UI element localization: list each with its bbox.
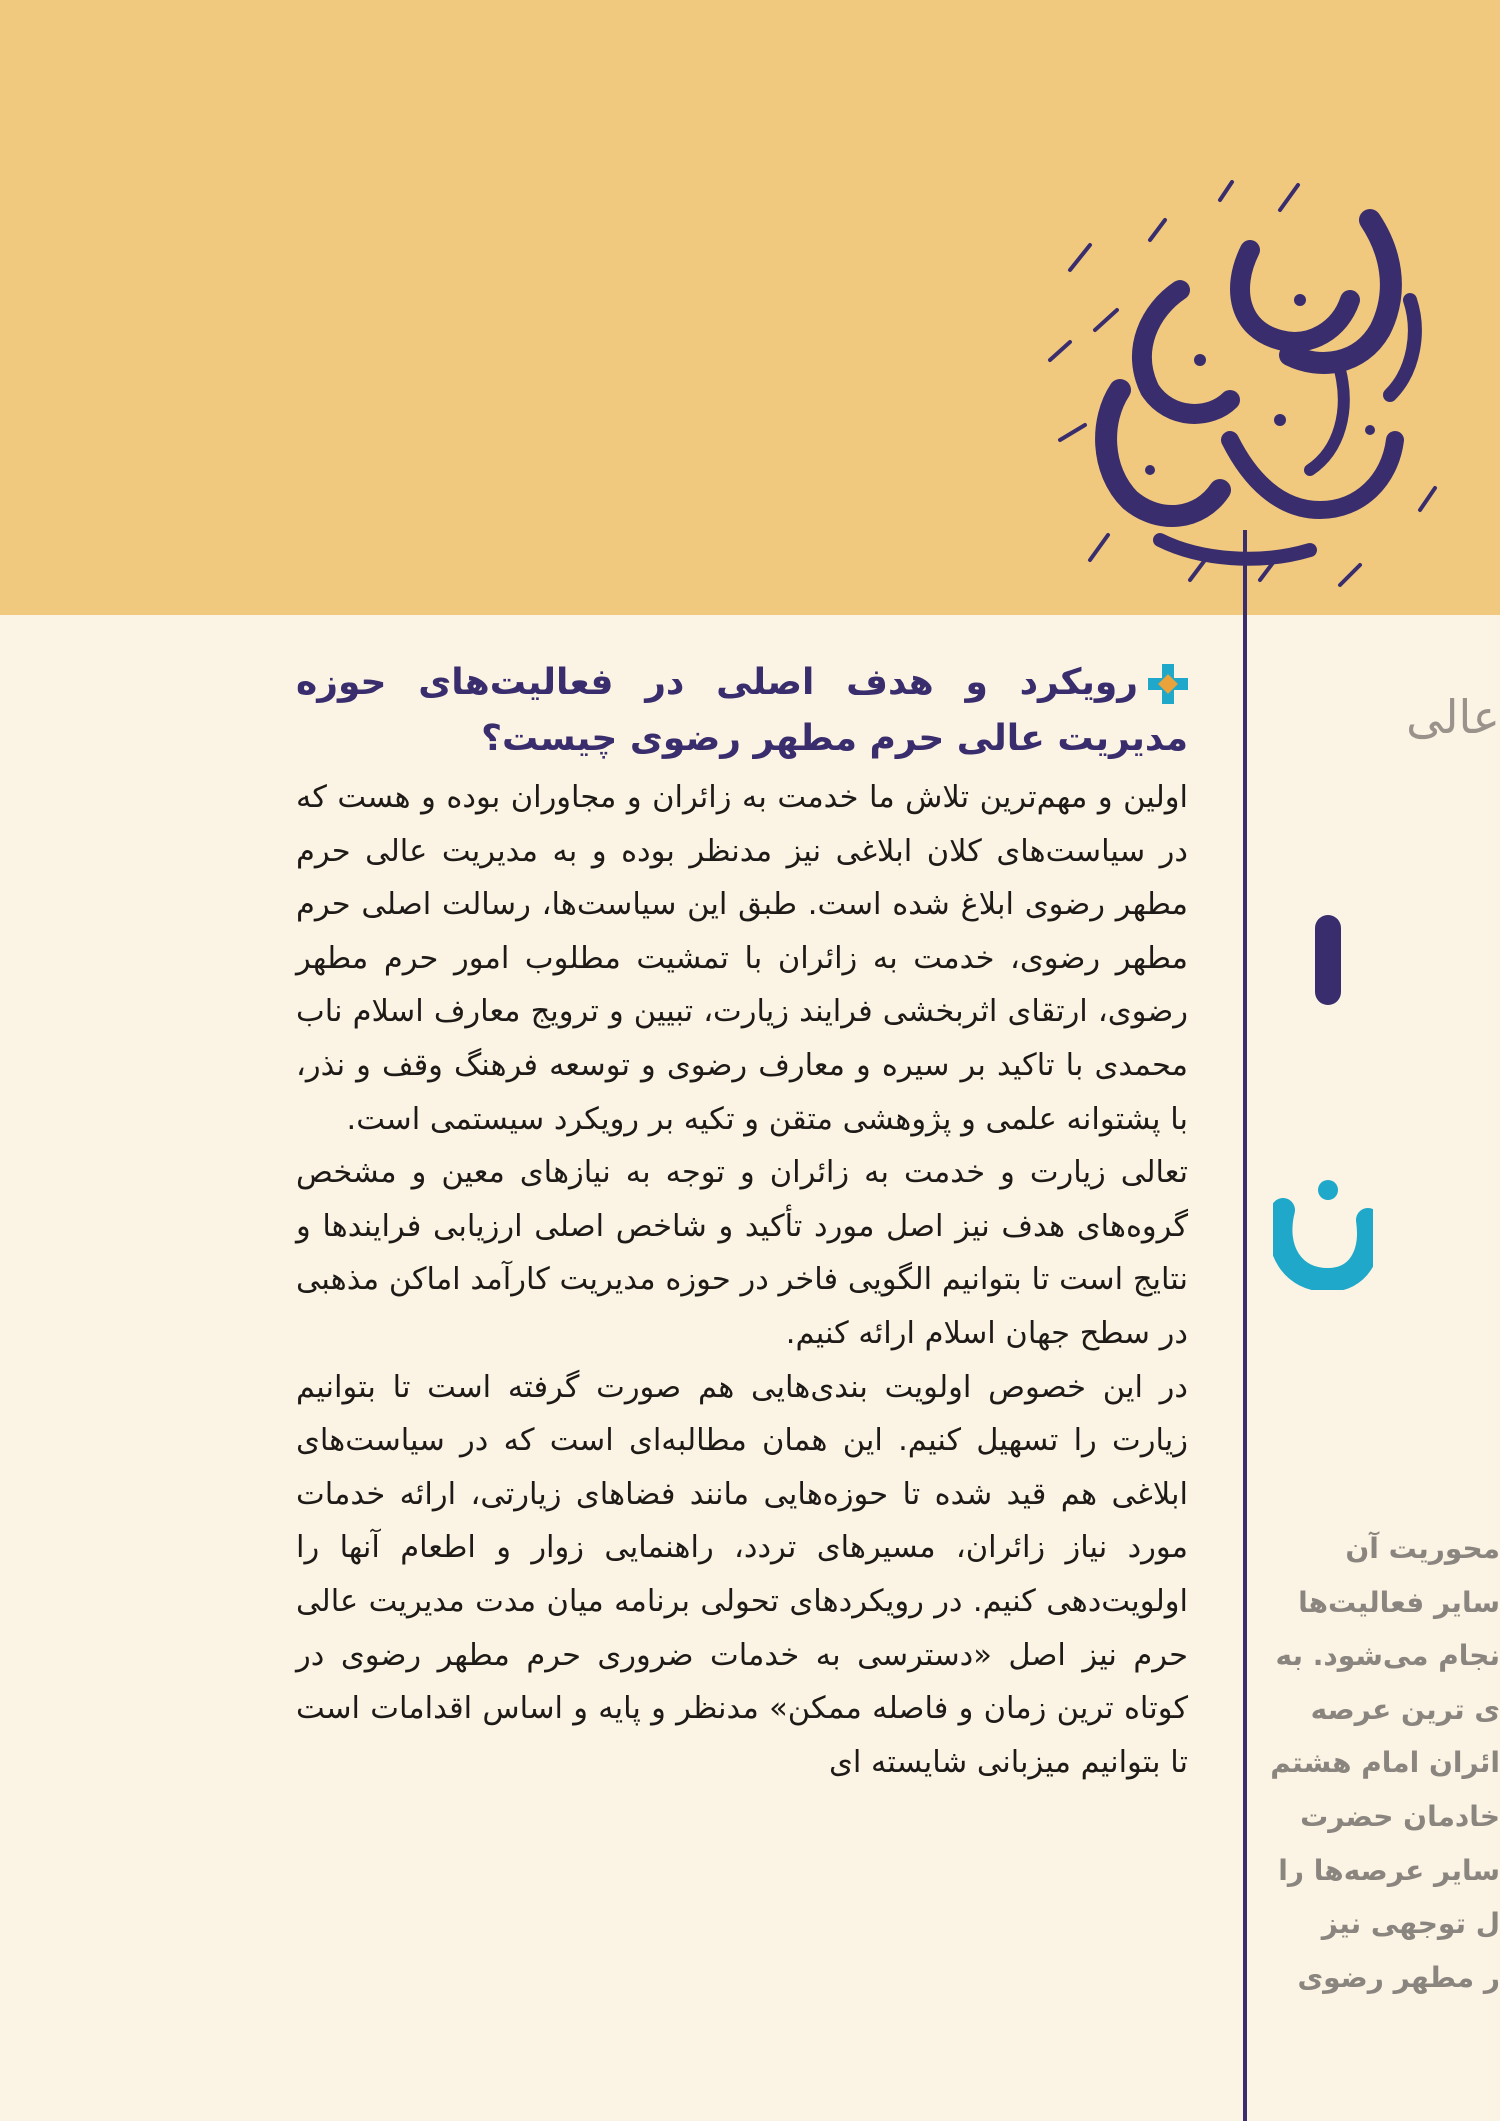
teal-letter-glyph bbox=[1273, 1180, 1373, 1290]
question-heading bbox=[296, 655, 1188, 767]
question-text: رویکرد و هدف اصلی در فعالیت‌های حوزه مدیریت عالی حرم مطهر رضوی چیست؟ bbox=[296, 662, 1188, 759]
adjacent-heading: عالی bbox=[1406, 690, 1500, 744]
adjacent-line: سایر فعالیت‌ها bbox=[1298, 1585, 1500, 1619]
heading-letter-glyph bbox=[1315, 915, 1341, 1005]
article bbox=[296, 655, 1188, 1789]
article-body bbox=[296, 771, 1188, 1789]
adjacent-line: خادمان حضرت bbox=[1300, 1799, 1500, 1833]
paragraph: در این خصوص اولویت بندی‌هایی هم صورت گرفته است تا بتوانیم زیارت را تسهیل کنیم. این همان مطالبه‌ای است که در سیاست‌های ابلاغی هم قید شده تا حوزه‌هایی مانند فضاهای زیارتی، ارائه خدمات مورد نیاز زائران، مسیرهای تردد، راهنمایی زوار و اطعام آنها را اولویت‌دهی کنیم. در رویکردهای تحولی برنامه میان مدت مدیریت عالی حرم نیز اصل «دسترسی به خدمات ضروری حرم مطهر رضوی در کوتاه ترین زمان و فاصله ممکن» مدنظر و پایه و اساس اقدامات است تا بتوانیم میزبانی شایسته ای bbox=[296, 1369, 1188, 1780]
paragraph: اولین و مهم‌ترین تلاش ما خدمت به زائران و مجاوران بوده و هست که در سیاست‌های کلان ابلاغی نیز مدنظر بوده و به مدیریت عالی حرم مطهر رضوی ابلاغ شده است. طبق این سیاست‌ها، رسالت اصلی حرم مطهر رضوی، خدمت به زائران با تمشیت مطلوب امور حرم مطهر رضوی، ارتقای اثربخشی فرایند زیارت، تبیین و ترویج معارف اسلام ناب محمدی با تاکید بر سیره و معارف رضوی و توسعه فرهنگ وقف و نذر، با پشتوانه علمی و پژوهشی متقن و تکیه بر رویکرد سیستمی است. bbox=[296, 780, 1188, 1137]
paragraph: تعالی زیارت و خدمت به زائران و توجه به نیازهای معین و مشخص گروه‌های هدف نیز اصل مورد تأکید و شاخص اصلی ارزیابی فرایندها و نتایج است تا بتوانیم الگویی فاخر در حوزه مدیریت کارآمد اماکن مذهبی در سطح جهان اسلام ارائه کنیم. bbox=[296, 1155, 1188, 1351]
plus-diamond-icon bbox=[1148, 664, 1188, 704]
adjacent-column bbox=[1255, 0, 1500, 2121]
adjacent-line: ل توجهی نیز bbox=[1321, 1907, 1500, 1941]
adjacent-line: نجام می‌شود. به bbox=[1275, 1639, 1500, 1673]
adjacent-line: ی ترین عرصه bbox=[1310, 1692, 1500, 1726]
divider-line bbox=[1243, 530, 1247, 2121]
adjacent-text bbox=[1255, 1522, 1500, 2004]
adjacent-line: سایر عرصه‌ها را bbox=[1278, 1853, 1500, 1887]
adjacent-line: ائران امام هشتم bbox=[1270, 1746, 1500, 1780]
adjacent-line: ر مطهر رضوی bbox=[1297, 1960, 1500, 1994]
adjacent-line: محوریت آن bbox=[1345, 1532, 1500, 1565]
